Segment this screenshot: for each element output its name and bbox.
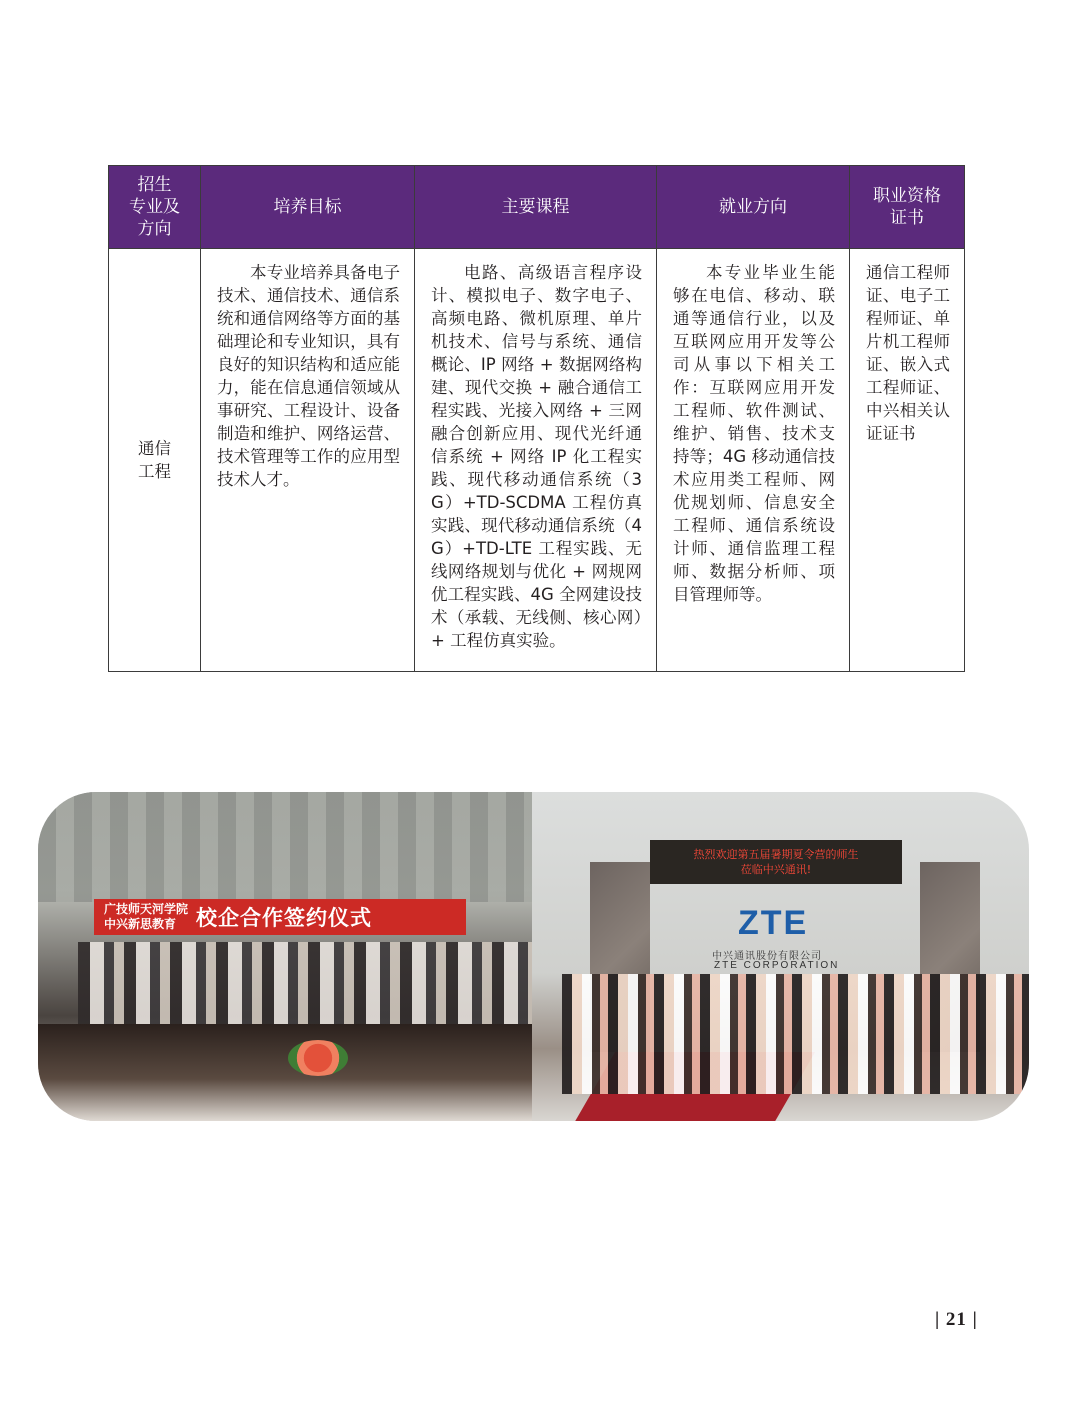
table-header-row <box>109 166 965 249</box>
zte-company-cn: 中兴通讯股份有限公司 <box>712 951 822 962</box>
cell-major: 通信 工程 <box>109 249 201 672</box>
flower-arrangement <box>288 1040 348 1076</box>
table-row <box>109 249 965 672</box>
banner-school-1: 广技师天河学院 <box>104 902 189 916</box>
header-courses: 主要课程 <box>415 166 657 249</box>
banner-school-names <box>94 902 196 932</box>
led-welcome-sign <box>650 840 902 884</box>
employment-text: 本专业毕业生能够在电信、移动、联通等通信行业，以及互联网应用开发等公司从事以下相关工作：互联网应用开发工程师、软件测试、维护、销售、技术支持等；4G 移动通信技术应用类工程师、网优规划师、信息安全工程师、通信系统设计师、通信监理工程师、数据分析师、项目管理师等。 <box>673 263 835 604</box>
led-line-1: 热烈欢迎第五届暑期夏令营的师生 <box>693 848 859 861</box>
ceiling <box>38 792 532 902</box>
header-certificates: 职业资格 证书 <box>850 166 965 249</box>
zte-group-photo <box>532 792 1029 1121</box>
cell-courses <box>415 249 657 672</box>
student-group <box>562 974 1029 1094</box>
zte-logo: ZTE <box>738 904 809 942</box>
header-employment: 就业方向 <box>657 166 850 249</box>
zte-company-en: ZTE CORPORATION <box>714 960 840 971</box>
banner-title: 校企合作签约仪式 <box>196 906 373 930</box>
cell-employment <box>657 249 850 672</box>
goal-text: 本专业培养具备电子技术、通信技术、通信系统和通信网络等方面的基础理论和专业知识，具有良好的知识结构和适应能力，能在信息通信领域从事研究、工程设计、设备制造和维护、网络运营、技术管理等工作的应用型技术人才。 <box>217 263 400 489</box>
certificates-text: 通信工程师证、电子工程师证、单片机工程师证、嵌入式工程师证、中兴相关认证证书 <box>866 263 950 443</box>
courses-text: 电路、高级语言程序设计、模拟电子、数字电子、高频电路、微机原理、单片机技术、信号与系统、通信概论、IP 网络 + 数据网络构建、现代交换 + 融合通信工程实践、光接入网络 + 三网融合创新应用、现代光纤通信系统 + 网络 IP 化工程实践、现代移动通信系统（3G）+TD-SCDMA 工程仿真实践、现代移动通信系统（4G）+TD-LTE 工程实践、无线网络规划与优化 + 网规网优工程实践、4G 全网建设技术（承载、无线侧、核心网）+ 工程仿真实验。 <box>431 263 642 650</box>
header-goal: 培养目标 <box>201 166 415 249</box>
banner-school-2: 中兴新思教育 <box>104 917 177 931</box>
signing-ceremony-photo <box>38 792 532 1121</box>
photo-strip <box>38 792 1029 1121</box>
cell-certificates <box>850 249 965 672</box>
cell-goal <box>201 249 415 672</box>
page-number: | 21 | <box>935 1309 978 1330</box>
conference-table <box>38 1024 532 1121</box>
led-line-2: 莅临中兴通讯! <box>740 863 812 876</box>
ceremony-banner <box>94 899 466 935</box>
header-major: 招生 专业及 方向 <box>109 166 201 249</box>
program-table <box>108 165 965 672</box>
